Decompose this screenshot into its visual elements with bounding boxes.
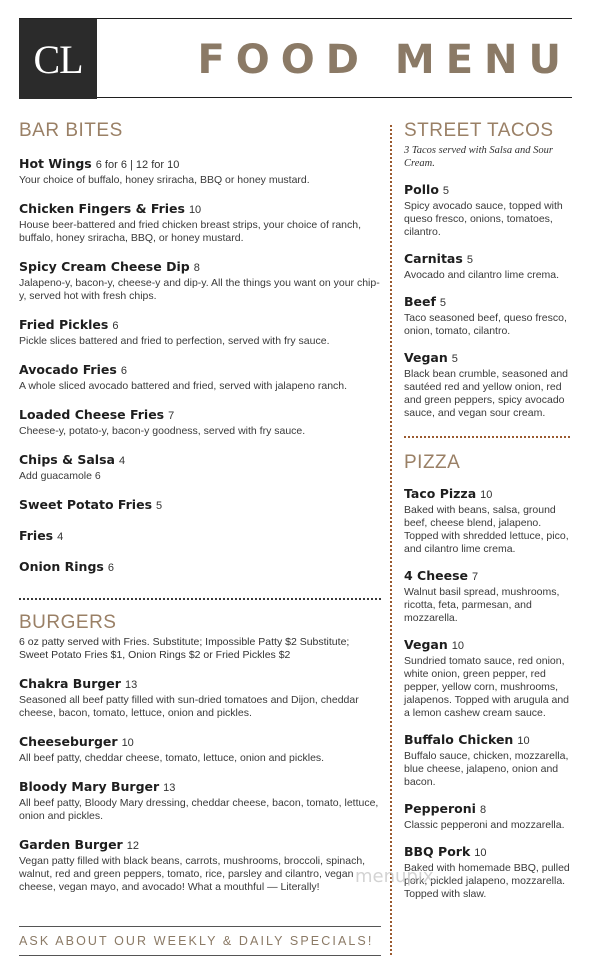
menu-item xyxy=(19,676,381,720)
menu-item-description: Cheese-y, potato-y, bacon-y goodness, served with fry sauce. xyxy=(19,425,306,437)
menu-item xyxy=(404,486,570,556)
menu-item-price: 10 xyxy=(474,847,487,859)
menu-item-header xyxy=(19,317,381,334)
menu-item-header xyxy=(19,676,381,693)
menu-item xyxy=(19,837,381,894)
menu-item-header xyxy=(19,837,381,854)
menu-item-price: 10 xyxy=(188,204,202,216)
menu-item-price: 10 xyxy=(517,735,530,747)
menu-item-name: Vegan xyxy=(404,637,448,652)
menu-item-price: 6 for 6 | 12 for 10 xyxy=(95,159,180,171)
menu-item-name: Hot Wings xyxy=(19,156,92,171)
menu-item-header xyxy=(19,407,381,424)
menu-item-description: Walnut basil spread, mushrooms, ricotta, feta, parmesan, and mozzarella. xyxy=(404,586,560,624)
menu-item-price: 6 xyxy=(112,320,119,332)
section-title: BURGERS xyxy=(19,612,117,633)
menu-item-header xyxy=(404,350,570,367)
menu-item-price: 5 xyxy=(156,500,163,512)
menu-item xyxy=(19,259,381,303)
menu-item xyxy=(404,801,570,832)
menu-item-price: 6 xyxy=(120,365,127,377)
menu-item-header xyxy=(404,251,570,268)
menu-item-name: Pepperoni xyxy=(404,801,476,816)
logo: CL xyxy=(19,19,97,99)
menu-item-header xyxy=(19,497,381,514)
menu-item-price: 10 xyxy=(121,737,134,749)
menu-item-description: Taco seasoned beef, queso fresco, onion, tomato, cilantro. xyxy=(404,312,567,337)
menu-item-price: 8 xyxy=(193,262,200,274)
menu-item xyxy=(19,779,381,823)
menu-item xyxy=(19,156,381,187)
page-title: FOOD MENU xyxy=(197,37,572,83)
menu-item-name: Chakra Burger xyxy=(19,676,121,691)
menu-item-description: Your choice of buffalo, honey sriracha, BBQ or honey mustard. xyxy=(19,174,310,186)
menu-item xyxy=(404,350,570,420)
menu-item-header xyxy=(19,528,381,545)
menu-item-description: Pickle slices battered and fried to perfection, served with fry sauce. xyxy=(19,335,330,347)
menu-item-name: Carnitas xyxy=(404,251,463,266)
pizza-section xyxy=(404,452,570,901)
column-divider xyxy=(390,125,392,955)
menu-item-price: 5 xyxy=(442,185,450,197)
menu-item-description: Spicy avocado sauce, topped with queso fresco, onions, tomatoes, cilantro. xyxy=(404,200,563,238)
menu-item xyxy=(19,497,381,514)
menu-item xyxy=(19,407,381,438)
menu-item-description: All beef patty, Bloody Mary dressing, cheddar cheese, bacon, tomato, lettuce, onion and pickles. xyxy=(19,797,379,822)
menu-item-description: Baked with homemade BBQ, pulled pork, pickled jalapeno, mozzarella. Topped with slaw. xyxy=(404,862,570,900)
menu-item-price: 5 xyxy=(439,297,447,309)
menu-item-price: 13 xyxy=(163,782,176,794)
menu-item-header xyxy=(19,559,381,576)
menu-item-price: 7 xyxy=(472,571,479,583)
menu-item-description: Seasoned all beef patty filled with sun-dried tomatoes and Dijon, cheddar cheese, bacon, tomato, lettuce, onion and pickles. xyxy=(19,694,359,719)
menu-item-description: Black bean crumble, seasoned and sautéed red and yellow onion, red and green peppers, spicy avocado sauce, and vegan sour cream. xyxy=(404,368,569,419)
menu-item xyxy=(404,732,570,789)
menu-item xyxy=(404,568,570,625)
menu-item xyxy=(404,637,570,720)
menu-item-price: 4 xyxy=(118,455,126,467)
menu-item-name: Loaded Cheese Fries xyxy=(19,407,165,422)
menu-item-name: 4 Cheese xyxy=(404,568,468,583)
menu-item xyxy=(19,362,381,393)
menu-item-price: 8 xyxy=(479,804,487,816)
burgers-section xyxy=(19,612,381,894)
menu-item-description: Buffalo sauce, chicken, mozzarella, blue cheese, jalapeno, onion and bacon. xyxy=(404,750,569,788)
menu-list xyxy=(404,486,570,901)
menu-item-price: 7 xyxy=(168,410,175,422)
menu-item-description: Sundried tomato sauce, red onion, white onion, green pepper, red pepper, yellow corn, mushrooms, jalapenos. Topped with arugula and a lemon cashew cream sauce. xyxy=(404,655,570,719)
menu-item-name: BBQ Pork xyxy=(404,844,471,859)
menu-item-header xyxy=(19,156,381,173)
menu-item-name: Taco Pizza xyxy=(404,486,477,501)
menu-item-price: 10 xyxy=(451,640,464,652)
menu-item-price: 5 xyxy=(451,353,458,365)
left-column xyxy=(19,120,381,894)
menu-list xyxy=(19,156,381,576)
menu-list xyxy=(19,676,381,894)
menu-item xyxy=(404,182,570,239)
menu-item-header xyxy=(404,732,570,749)
menu-item-price: 4 xyxy=(57,531,64,543)
menu-item-header xyxy=(404,486,570,503)
menu-item-description: Add guacamole 6 xyxy=(19,470,101,482)
menu-header xyxy=(19,18,572,98)
menu-item-header xyxy=(19,779,381,796)
menu-item xyxy=(19,528,381,545)
bar-bites-section xyxy=(19,120,381,576)
menu-item-header xyxy=(404,568,570,585)
menu-item xyxy=(19,317,381,348)
menu-item-name: Vegan xyxy=(404,350,448,365)
menu-list xyxy=(404,182,570,420)
menu-item xyxy=(404,294,570,338)
menu-item-name: Chicken Fingers & Fries xyxy=(19,201,185,216)
menu-item-name: Pollo xyxy=(404,182,439,197)
menu-item-header xyxy=(19,362,381,379)
menu-item-header xyxy=(404,182,570,199)
menu-item-name: Cheeseburger xyxy=(19,734,118,749)
menu-item-description: Vegan patty filled with black beans, carrots, mushrooms, broccoli, spinach, walnut, red and green peppers, tomato, rice, parsley and cilantro, vegan cheese, vegan mayo, and avocado! What a mouthful — Literally! xyxy=(19,855,366,893)
menu-item-header xyxy=(19,734,381,751)
section-title: BAR BITES xyxy=(19,120,123,141)
menu-item-description: All beef patty, cheddar cheese, tomato, lettuce, onion and pickles. xyxy=(19,752,325,764)
menu-item-price: 10 xyxy=(480,489,493,501)
section-title: PIZZA xyxy=(404,452,461,473)
menu-item xyxy=(19,452,381,483)
menu-item-header xyxy=(19,201,381,218)
street-tacos-section xyxy=(404,120,570,420)
right-column xyxy=(404,120,570,901)
menu-item-description: Classic pepperoni and mozzarella. xyxy=(404,819,565,831)
menu-item-header xyxy=(404,637,570,654)
menu-item-price: 13 xyxy=(124,679,138,691)
menu-item-price: 6 xyxy=(107,562,114,574)
menu-item-description: A whole sliced avocado battered and fried, served with jalapeno ranch. xyxy=(19,380,348,392)
watermark: menupix xyxy=(355,866,434,887)
menu-item-header xyxy=(404,844,570,861)
menu-item-header xyxy=(404,801,570,818)
menu-item-name: Fries xyxy=(19,528,54,543)
menu-item-name: Garden Burger xyxy=(19,837,123,852)
section-divider xyxy=(19,598,381,600)
menu-item-name: Chips & Salsa xyxy=(19,452,115,467)
menu-item xyxy=(19,734,381,765)
specials-banner xyxy=(19,926,381,956)
menu-item-name: Spicy Cream Cheese Dip xyxy=(19,259,190,274)
section-divider xyxy=(404,436,570,438)
menu-item-header xyxy=(19,259,381,276)
menu-item xyxy=(19,559,381,576)
menu-item-name: Sweet Potato Fries xyxy=(19,497,153,512)
menu-item-name: Onion Rings xyxy=(19,559,104,574)
menu-item-name: Buffalo Chicken xyxy=(404,732,514,747)
menu-item-header xyxy=(19,452,381,469)
menu-item-header xyxy=(404,294,570,311)
menu-item-name: Beef xyxy=(404,294,436,309)
menu-item-description: Avocado and cilantro lime crema. xyxy=(404,269,560,281)
menu-item xyxy=(404,251,570,282)
menu-item-price: 12 xyxy=(126,840,139,852)
menu-item-name: Fried Pickles xyxy=(19,317,109,332)
section-title: STREET TACOS xyxy=(404,120,554,141)
menu-item-name: Bloody Mary Burger xyxy=(19,779,160,794)
section-note: 3 Tacos served with Salsa and Sour Cream. xyxy=(404,145,553,169)
specials-text: ASK ABOUT OUR WEEKLY & DAILY SPECIALS! xyxy=(19,934,374,948)
section-note: 6 oz patty served with Fries. Substitute; Impossible Patty $2 Substitute; Sweet Potato Fries $1, Onion Rings $2 or Fried Pickles $2 xyxy=(19,636,350,661)
menu-item-name: Avocado Fries xyxy=(19,362,117,377)
menu-item-description: Jalapeno-y, bacon-y, cheese-y and dip-y. All the things you want on your chip-y, served hot with fresh chips. xyxy=(19,277,380,302)
menu-item-description: Baked with beans, salsa, ground beef, cheese blend, jalapeno. Topped with shredded lettuce, pico, and cilantro lime crema. xyxy=(404,504,569,555)
menu-item-price: 5 xyxy=(466,254,473,266)
menu-item-description: House beer-battered and fried chicken breast strips, your choice of ranch, buffalo, honey sriracha, BBQ, or honey mustard. xyxy=(19,219,362,244)
menu-item xyxy=(19,201,381,245)
